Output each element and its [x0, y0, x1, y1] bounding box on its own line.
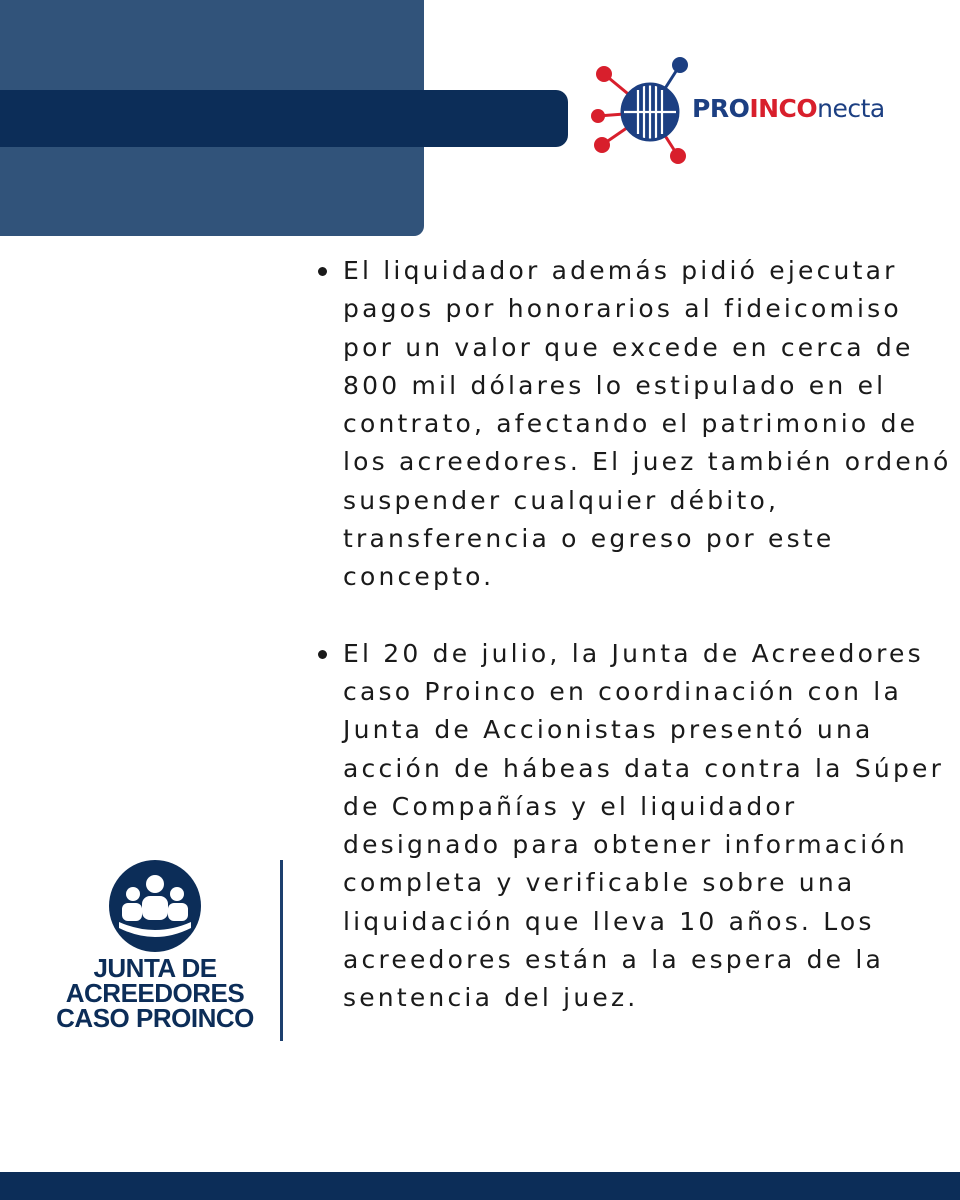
list-item-text: El 20 de julio, la Junta de Acreedores caso Proinco en coordinación con la Junta de Accionistas presentó una acción de hábeas data contra la Súper de Compañías y el liquidador designado para obtener información completa y verificable sobre una liquidación que lleva 10 años. Los acreedores están a la espera de la sentencia del juez.	[343, 638, 945, 1013]
junta-line-3: CASO PROINCO	[56, 1003, 254, 1033]
proinconecta-logo	[588, 52, 918, 172]
footer-bar	[0, 1172, 960, 1200]
brand-necta: necta	[817, 94, 885, 123]
bullet-dot-icon	[318, 650, 327, 659]
article-content	[312, 252, 952, 1018]
bullet-list	[312, 252, 952, 1018]
people-group-icon	[105, 858, 205, 953]
brand-inco: INCO	[749, 94, 818, 123]
header-decor-bar	[0, 90, 568, 147]
list-item	[312, 635, 952, 1018]
brand-pro: PRO	[692, 94, 750, 123]
junta-line-2: ACREEDORES	[65, 978, 245, 1008]
vertical-divider	[280, 860, 283, 1041]
junta-name	[48, 953, 262, 1033]
junta-line-1: JUNTA DE	[93, 953, 217, 983]
list-item-text: El liquidador además pidió ejecutar pagos por honorarios al fideicomiso por un valor que excede en cerca de 800 mil dólares lo estipulado en el contrato, afectando el patrimonio de los acreedores. El juez también ordenó suspender cualquier débito, transferencia o egreso por este concepto.	[343, 256, 952, 592]
junta-acreedores-logo	[48, 858, 262, 1048]
bullet-dot-icon	[318, 267, 327, 276]
list-item	[312, 252, 952, 597]
brand-wordmark	[692, 94, 885, 123]
network-globe-icon	[588, 52, 698, 172]
